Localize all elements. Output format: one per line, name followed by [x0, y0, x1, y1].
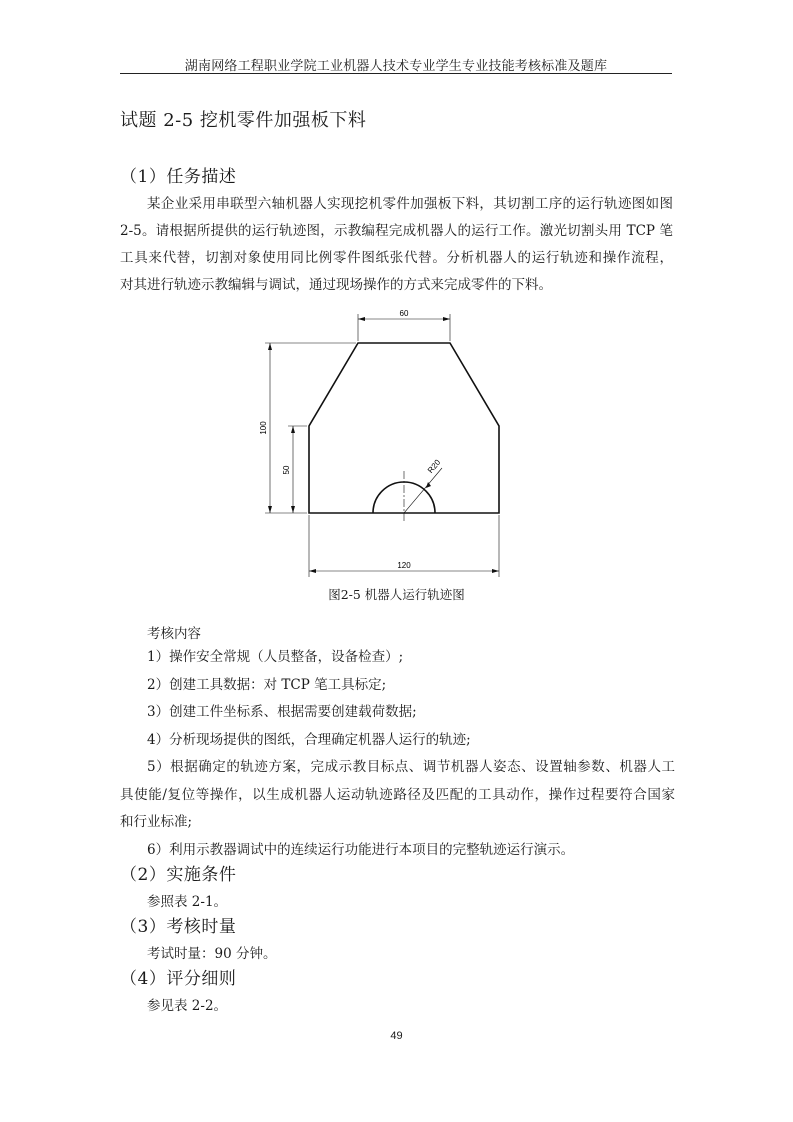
figure-caption: 图2-5 机器人运行轨迹图 [328, 587, 465, 602]
dim-top-width: 60 [399, 309, 409, 318]
assessment-list [120, 644, 675, 864]
assessment-item: 4）分析现场提供的图纸，合理确定机器人运行的轨迹; [147, 731, 471, 748]
section-heading-scoring: （4）评分细则 [120, 969, 237, 989]
dim-base-width: 120 [397, 561, 411, 570]
running-header: 湖南网络工程职业学院工业机器人技术专业学生专业技能考核标准及题库 [184, 59, 608, 74]
dim-total-height: 100 [259, 421, 268, 435]
trajectory-figure [250, 305, 520, 590]
page-number: 49 [390, 1030, 403, 1042]
assessment-heading: 考核内容 [147, 626, 201, 642]
header-rule [120, 73, 672, 74]
assessment-item: 2）创建工具数据：对 TCP 笔工具标定; [147, 676, 387, 693]
section-heading-conditions: （2）实施条件 [120, 865, 237, 885]
task-line: 工具来代替，切割对象使用同比例零件图纸张代替。分析机器人的运行轨迹和操作流程， [120, 250, 673, 266]
dim-radius: R20 [425, 457, 443, 475]
task-line: 对其进行轨迹示教编辑与调试，通过现场操作的方式来完成零件的下料。 [120, 277, 552, 293]
assessment-item: 1）操作安全常规（人员整备，设备检查）; [147, 649, 404, 665]
exercise-title: 试题 2-5 挖机零件加强板下料 [120, 110, 367, 131]
assessment-item: 3）创建工件坐标系、根据需要创建载荷数据; [147, 704, 417, 720]
section-heading-task: （1）任务描述 [120, 167, 237, 187]
assessment-item-cont: 具使能/复位等操作，以生成机器人运动轨迹路径及匹配的工具动作，操作过程要符合国家 [120, 786, 675, 803]
assessment-item: 5）根据确定的轨迹方案，完成示教目标点、调节机器人姿态、设置轴参数、机器人工 [147, 759, 675, 775]
duration-text: 考试时量：90 分钟。 [147, 946, 277, 962]
scoring-text: 参见表 2-2。 [147, 998, 228, 1014]
assessment-item-cont: 和行业标准; [120, 814, 193, 830]
task-description [120, 191, 673, 299]
conditions-text: 参照表 2-1。 [147, 894, 228, 910]
task-line: 某企业采用串联型六轴机器人实现挖机零件加强板下料，其切割工序的运行轨迹图如图 [147, 196, 673, 212]
section-heading-duration: （3）考核时量 [120, 917, 237, 937]
dim-side-height: 50 [282, 465, 291, 475]
task-line: 2-5。请根据所提供的运行轨迹图，示教编程完成机器人的运行工作。激光切割头用 TCP 笔 [120, 223, 673, 239]
assessment-item: 6）利用示教器调试中的连续运行功能进行本项目的完整轨迹运行演示。 [147, 841, 575, 858]
trajectory-drawing [250, 305, 520, 590]
